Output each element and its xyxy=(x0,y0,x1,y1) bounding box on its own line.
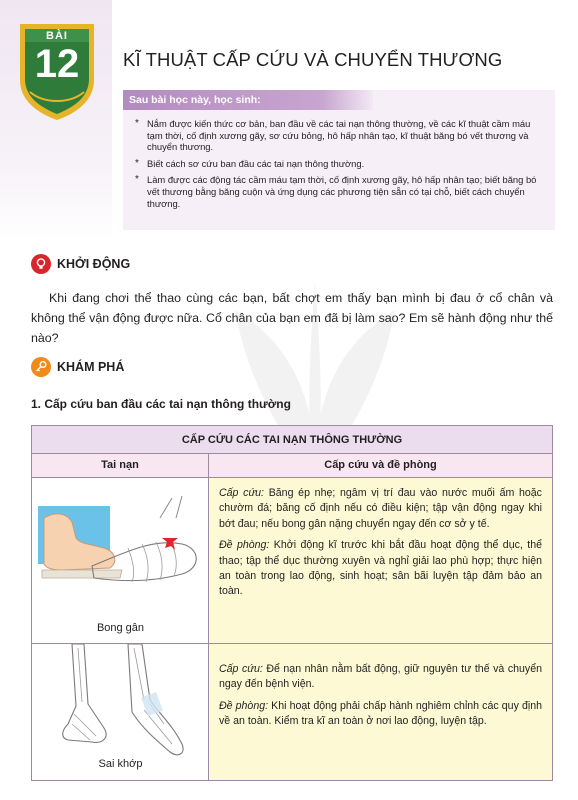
prevention-text: Khởi động kĩ trước khi bắt đầu hoạt động thể dục, thể thao; tập thể dục thường xuyên và nghỉ giải lao phù hợp; thực hiện an toàn trong lao động, sinh hoạt; sân bãi luyện tập đảm bảo an toàn. xyxy=(219,539,542,598)
lesson-word: BÀI xyxy=(46,30,68,42)
table-header-row xyxy=(32,454,552,478)
dislocated-ankle-illustration xyxy=(32,644,209,762)
column-header-accident: Tai nạn xyxy=(32,454,209,477)
subsection-title: 1. Cấp cứu ban đầu các tai nạn thông thường xyxy=(31,397,291,411)
prevention-paragraph xyxy=(219,538,542,600)
column-header-care: Cấp cứu và đề phòng xyxy=(324,459,437,471)
first-aid-text: Để nạn nhân nằm bất động, giữ nguyên tư thế và chuyển ngay đến bệnh viện. xyxy=(219,663,542,691)
care-cell xyxy=(209,644,552,780)
explore-heading-text: KHÁM PHÁ xyxy=(57,360,125,374)
first-aid-paragraph xyxy=(219,662,542,693)
first-aid-label: Cấp cứu: xyxy=(219,663,263,675)
objective-item: * Biết cách sơ cứu ban đầu các tai nạn thông thường. xyxy=(135,158,547,170)
prevention-label: Đề phòng: xyxy=(219,539,270,552)
objectives-heading: Sau bài học này, học sinh: xyxy=(123,90,373,110)
lightbulb-icon xyxy=(31,254,51,274)
objective-item: * Nắm được kiến thức cơ bản, ban đầu về các tai nạn thông thường, về các kĩ thuật cầm máu tạm thời, cố định xương gãy, sơ cứu bỏng, hô hấp nhân tạo, kĩ thuật băng bó vết thương và chuyển thương. xyxy=(135,118,547,153)
prevention-paragraph xyxy=(219,699,542,730)
objectives-list xyxy=(135,118,547,214)
lesson-title: KĨ THUẬT CẤP CỨU VÀ CHUYỂN THƯƠNG xyxy=(123,49,503,70)
first-aid-text: Băng ép nhẹ; ngâm vị trí đau vào nước muối ấm hoặc chườm đá; băng cố định nếu có điều kiện; tập vận động ngay khi bớt đau; nếu bong gân nặng chuyển ngay đến cơ sở y tế. xyxy=(219,487,542,530)
table-title: CẤP CỨU CÁC TAI NẠN THÔNG THƯỜNG xyxy=(32,426,552,454)
lesson-number: 12 xyxy=(34,42,80,86)
sprained-ankle-illustration xyxy=(32,478,209,618)
care-cell xyxy=(209,478,552,643)
prevention-label: Đề phòng: xyxy=(219,699,269,712)
accident-table xyxy=(31,425,553,781)
warmup-heading-text: KHỞI ĐỘNG xyxy=(57,257,131,271)
accident-image-cell xyxy=(32,644,209,780)
prevention-text: Khi hoạt động phải chấp hành nghiêm chỉnh các quy định về an toàn. Kiểm tra kĩ an toàn ở nơi lao động, luyện tập. xyxy=(219,699,543,728)
accident-name: Sai khớp xyxy=(98,758,143,770)
warmup-section-heading xyxy=(31,254,130,274)
warmup-text: Khi đang chơi thể thao cùng các bạn, bất chợt em thấy bạn mình bị đau ở cổ chân và không thể vận động được nữa. Cổ chân của bạn em đã bị làm sao? Em sẽ hành động như thế nào? xyxy=(31,291,553,345)
first-aid-paragraph xyxy=(219,486,542,532)
table-row xyxy=(32,644,552,780)
objectives-box xyxy=(123,90,555,230)
accident-name: Bong gân xyxy=(96,622,145,634)
accident-image-cell xyxy=(32,478,209,643)
explore-section-heading xyxy=(31,357,124,377)
key-icon xyxy=(31,357,51,377)
objective-item: * Làm được các động tác cầm máu tạm thời, cố định xương gãy, hô hấp nhân tạo; biết băng bó vết thương bằng băng cuộn và ứng dụng các phương tiện sẵn có tại chỗ, biết cách chuyển thương. xyxy=(135,174,547,209)
table-row xyxy=(32,478,552,644)
first-aid-label: Cấp cứu: xyxy=(219,487,264,499)
